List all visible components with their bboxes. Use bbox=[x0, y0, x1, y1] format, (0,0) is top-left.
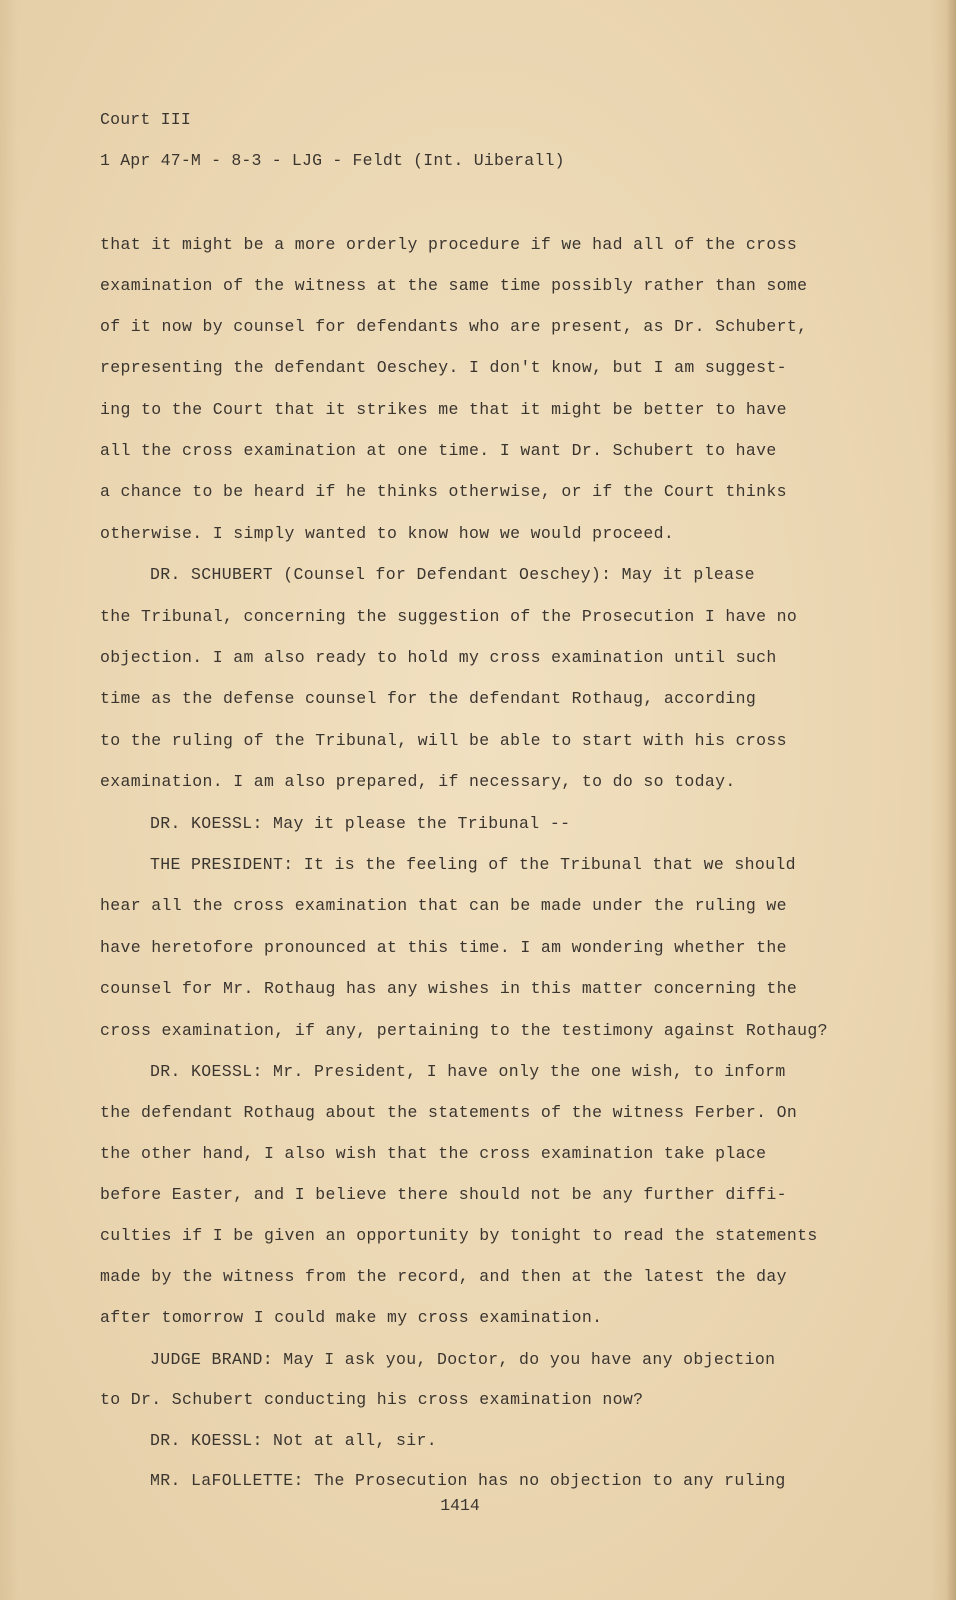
transcript-line: culties if I be given an opportunity by tonight to read the statements bbox=[100, 1226, 818, 1245]
page-number: 1414 bbox=[440, 1496, 480, 1515]
transcript-line: examination of the witness at the same time possibly rather than some bbox=[100, 276, 808, 295]
court-label: Court III bbox=[100, 110, 191, 129]
transcript-line: all the cross examination at one time. I want Dr. Schubert to have bbox=[100, 441, 777, 460]
transcript-line: to the ruling of the Tribunal, will be able to start with his cross bbox=[100, 731, 787, 750]
transcript-line: representing the defendant Oeschey. I don't know, but I am suggest- bbox=[100, 358, 787, 377]
transcript-line: otherwise. I simply wanted to know how we would proceed. bbox=[100, 524, 675, 543]
transcript-line: DR. SCHUBERT (Counsel for Defendant Oeschey): May it please bbox=[150, 565, 755, 584]
transcript-line: MR. LaFOLLETTE: The Prosecution has no objection to any ruling bbox=[150, 1471, 786, 1490]
transcript-line: DR. KOESSL: Mr. President, I have only the one wish, to inform bbox=[150, 1062, 786, 1081]
session-line: 1 Apr 47-M - 8-3 - LJG - Feldt (Int. Uiberall) bbox=[100, 151, 565, 170]
transcript-line: of it now by counsel for defendants who are present, as Dr. Schubert, bbox=[100, 317, 808, 336]
transcript-line: have heretofore pronounced at this time. I am wondering whether the bbox=[100, 938, 787, 957]
transcript-line: after tomorrow I could make my cross examination. bbox=[100, 1308, 603, 1327]
transcript-line: the other hand, I also wish that the cross examination take place bbox=[100, 1144, 767, 1163]
transcript-line: made by the witness from the record, and then at the latest the day bbox=[100, 1267, 787, 1286]
transcript-line: ing to the Court that it strikes me that it might be better to have bbox=[100, 400, 787, 419]
transcript-line: before Easter, and I believe there should not be any further diffi- bbox=[100, 1185, 787, 1204]
transcript-line: the defendant Rothaug about the statements of the witness Ferber. On bbox=[100, 1103, 798, 1122]
transcript-line: time as the defense counsel for the defendant Rothaug, according bbox=[100, 689, 757, 708]
transcript-line: counsel for Mr. Rothaug has any wishes in this matter concerning the bbox=[100, 979, 798, 998]
transcript-line: cross examination, if any, pertaining to the testimony against Rothaug? bbox=[100, 1021, 828, 1040]
transcript-line: to Dr. Schubert conducting his cross examination now? bbox=[100, 1390, 644, 1409]
transcript-line: a chance to be heard if he thinks otherwise, or if the Court thinks bbox=[100, 482, 787, 501]
transcript-line: DR. KOESSL: Not at all, sir. bbox=[150, 1431, 438, 1450]
transcript-line: the Tribunal, concerning the suggestion of the Prosecution I have no bbox=[100, 607, 798, 626]
transcript-line: objection. I am also ready to hold my cross examination until such bbox=[100, 648, 777, 667]
transcript-line: hear all the cross examination that can be made under the ruling we bbox=[100, 896, 787, 915]
transcript-line: THE PRESIDENT: It is the feeling of the Tribunal that we should bbox=[150, 855, 796, 874]
transcript-line: DR. KOESSL: May it please the Tribunal -- bbox=[150, 814, 571, 833]
transcript-line: that it might be a more orderly procedure if we had all of the cross bbox=[100, 235, 798, 254]
transcript-line: JUDGE BRAND: May I ask you, Doctor, do you have any objection bbox=[150, 1350, 776, 1369]
page-edge-shadow bbox=[946, 0, 956, 1600]
transcript-line: examination. I am also prepared, if necessary, to do so today. bbox=[100, 772, 736, 791]
